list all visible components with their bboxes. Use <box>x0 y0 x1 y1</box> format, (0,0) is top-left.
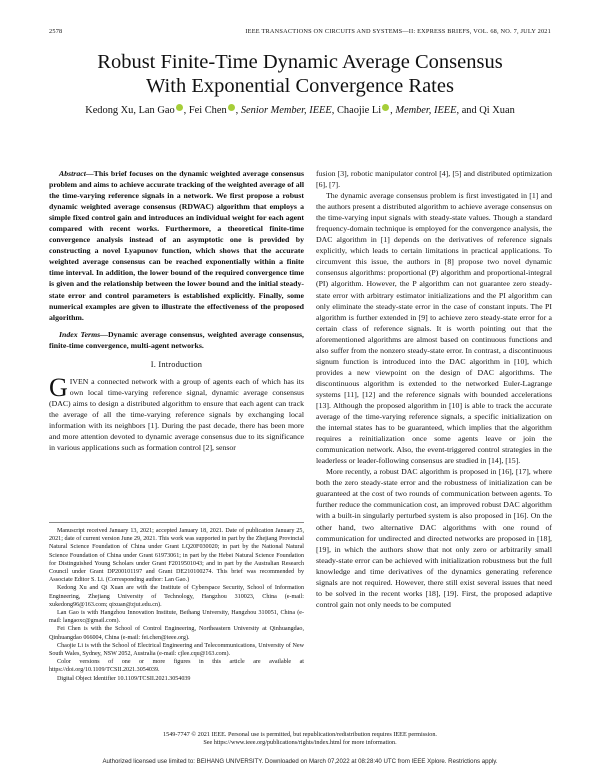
author-text-1: Kedong Xu, Lan Gao <box>85 105 175 116</box>
left-column <box>49 168 304 453</box>
paper-title <box>40 50 560 98</box>
journal-header: IEEE TRANSACTIONS ON CIRCUITS AND SYSTEMS—II: EXPRESS BRIEFS, VOL. 68, NO. 7, JULY 2021 <box>245 28 551 35</box>
index-terms-text: Dynamic average consensus, weighted average consensus, finite-time convergence, multi-agent networks. <box>49 329 305 350</box>
footnote: Manuscript received January 13, 2021; accepted January 18, 2021. Date of publication January 25, 2021; date of current version June 29, 2021. This work was supported in part by the Zhejiang Provincial Natural Science Foundation of China under Grant LQ20F030020; in part by the National Natural Science Foundation of China under Grant 61973061; in part by the Hebei Natural Science Foundation for Distinguished Young Scholars under Grant F2019501043; and in part by the Australian Research Council under Grant DP200101197 and Grant DE210100274. This brief was recommended by Associate Editor S. Li. (Corresponding author: Lan Gao.) <box>49 528 304 584</box>
author-text-4: , Chaojie Li <box>331 105 382 116</box>
orcid-icon[interactable] <box>382 104 389 111</box>
footnote-rule <box>49 522 304 523</box>
author-list: Kedong Xu, Lan Gao , Fei Chen , Senior Member, IEEE, Chaojie Li , Member, IEEE, and Qi Xuan <box>85 105 515 116</box>
intro-paragraph <box>49 372 304 453</box>
footnote: Kedong Xu and Qi Xuan are with the Institute of Cyberspace Security, School of Information Engineering, Zhejiang University of Technology, Hangzhou 310023, China (e-mail: xukedong96@163.com; qixuan@zjut.edu.cn). <box>49 585 304 608</box>
footnote: Fei Chen is with the School of Control Engineering, Northeastern University at Qinhuangdao, Qinhuangdao 066004, China (e-mail: fei.chen@ieee.org). <box>49 626 304 641</box>
orcid-icon[interactable] <box>176 104 183 111</box>
abstract-lead: Abstract— <box>59 169 94 178</box>
footnote: Chaojie Li is with the School of Electrical Engineering and Telecommunications, University of New South Wales, Sydney, NSW 2052, Australia (e-mail: cjlee.cqu@163.com). <box>49 642 304 658</box>
footnote-doi[interactable]: Digital Object Identifier 10.1109/TCSII.2021.3054039 <box>57 675 191 682</box>
abstract-text: This brief focuses on the dynamic weighted average consensus problem and aims to achieve accurate tracking of the weighted average of all the time-varying reference signals in a network. We first propose a robust dynamic weighted average consensus (RDWAC) algorithm that employs a simple fixed control gain and introduces an individual weight for each agent compared with recent works. Furthermore, a theoretical finite-time convergence analysis instead of an asymptotic one is provided by constructing a novel Lyapunov function, which shows that the accurate weighted average consensus can be reached exponentially within a finite time interval. In addition, the lower bound of the required convergence time is given and the relationship between the lower bound and the initial steady-state error and control parameters is established explicitly. Finally, some numerical examples are given to illustrate the effectiveness of the proposed algorithm. <box>49 169 304 322</box>
body-paragraph: More recently, a robust DAC algorithm is proposed in [16], [17], where both the zero steady-state error and the robustness of initialization can be guaranteed at the cost of two rounds of communication between agents. To further reduce the communication cost, an improved robust DAC algorithm with a built-in singularly perturbed system is also proposed in [16]. On the other hand, two alternative DAC algorithms with one round of communication for undirected and directed networks are proposed in [18], [19], in which the authors show that not only zero or arbitrarily small steady-state error can be achieved with initialization robustness but the full knowledge and time derivatives of the dynamics generating reference signals are not required. However, there still exist several issues that need to be solved in the recent works [18], [19]. First, the proposed adaptive control gain not only needs to be computed <box>316 467 552 609</box>
right-column <box>316 168 552 610</box>
author-text-3: , <box>235 105 241 116</box>
title-line-2: With Exponential Convergence Rates <box>146 75 454 97</box>
orcid-icon[interactable] <box>228 104 235 111</box>
author-title-senior: Senior Member, IEEE <box>240 105 332 116</box>
running-header <box>49 28 551 40</box>
index-terms <box>49 329 304 351</box>
body-paragraph: The dynamic average consensus problem is first investigated in [1] and the authors present a distributed algorithm to achieve average consensus on the time-varying input signals with steady-state values. Though a standard frequency-domain technique is employed for the convergence analysis, the DAC algorithm in [1] depends on the derivatives of reference signals explicitly, which leads to certain limitations in practical applications. To circumvent this issue, the authors in [8] propose two novel dynamic consensus algorithms: proportional (P) algorithm and proportional-integral (PI) algorithm. However, the P algorithm can not guarantee zero steady-state error with arbitrary estimator initializations and the PI algorithm can only eliminate the steady-state error in the case of constant inputs. The PI algorithm is further extended in [9] to achieve zero steady-state error for a certain class of reference signals. It is worth pointing out that the aforementioned algorithms are almost based on continuous functions and also suffer from the nonzero steady-state error. In contrast, a discontinuous signum function is introduced into the DAC algorithm in [10], which provides a new viewpoint on the design of DAC algorithms. The discontinuous algorithm is extended to the networked Euler-Lagrange systems [11], [12] and the reference signals with bounded accelerations [13]. Although the proposed algorithm in [10] is able to track the accurate average of the time-varying reference signals, a specific initialization on the internal states has to be guaranteed, which implies that the algorithm requires a reinitialization once some agents leave or join the communication network. Also, the event-triggered control strategies in the leaderless or leader-following consensus are studied in [14], [15]. <box>316 191 552 466</box>
copyright-notice <box>40 731 560 748</box>
author-title-member: Member, IEEE <box>395 105 457 116</box>
download-notice: Authorized licensed use limited to: BEIHANG UNIVERSITY. Downloaded on March 07,2022 at 08:28:40 UTC from IEEE Xplore. Restrictions apply. <box>102 758 498 765</box>
footnotes <box>49 527 304 683</box>
footnote-link[interactable]: Color versions of one or more figures in this article are available at https://doi.org/10.1109/TCSII.2021.3054039. <box>49 659 304 674</box>
page-number: 2578 <box>49 28 63 35</box>
copyright-line-1: 1549-7747 © 2021 IEEE. Personal use is permitted, but republication/redistribution requires IEEE permission. <box>163 731 437 738</box>
intro-text: IVEN a connected network with a group of agents each of which has its own local time-varying reference signal, dynamic average consensus (DAC) aims to design a distributed algorithm to ensure that each agent can track the average of all the time-varying reference signals by exchanging local information with its neighbors [1]. During the past decade, there has been more and more attention devoted to dynamic average consensus due to its significance in various applications such as formation control [2], sensor <box>49 376 304 453</box>
title-line-1: Robust Finite-Time Dynamic Average Consensus <box>97 51 503 73</box>
author-text-5: , and Qi Xuan <box>456 105 515 116</box>
abstract <box>49 168 304 323</box>
author-text-2: , Fei Chen <box>183 105 227 116</box>
copyright-line-2[interactable]: See https://www.ieee.org/publications/rights/index.html for more information. <box>203 739 397 747</box>
drop-cap: G <box>49 372 68 402</box>
footnote: Lan Gao is with Hangzhou Innovation Institute, Beihang University, Hangzhou 310051, China (e-mail: langaoxc@gmail.com). <box>49 610 304 625</box>
section-heading: I. Introduction <box>150 359 203 369</box>
body-paragraph: fusion [3], robotic manipulator control [4], [5] and distributed optimization [6], [7]. <box>316 169 552 190</box>
index-terms-lead: Index Terms— <box>59 329 108 339</box>
